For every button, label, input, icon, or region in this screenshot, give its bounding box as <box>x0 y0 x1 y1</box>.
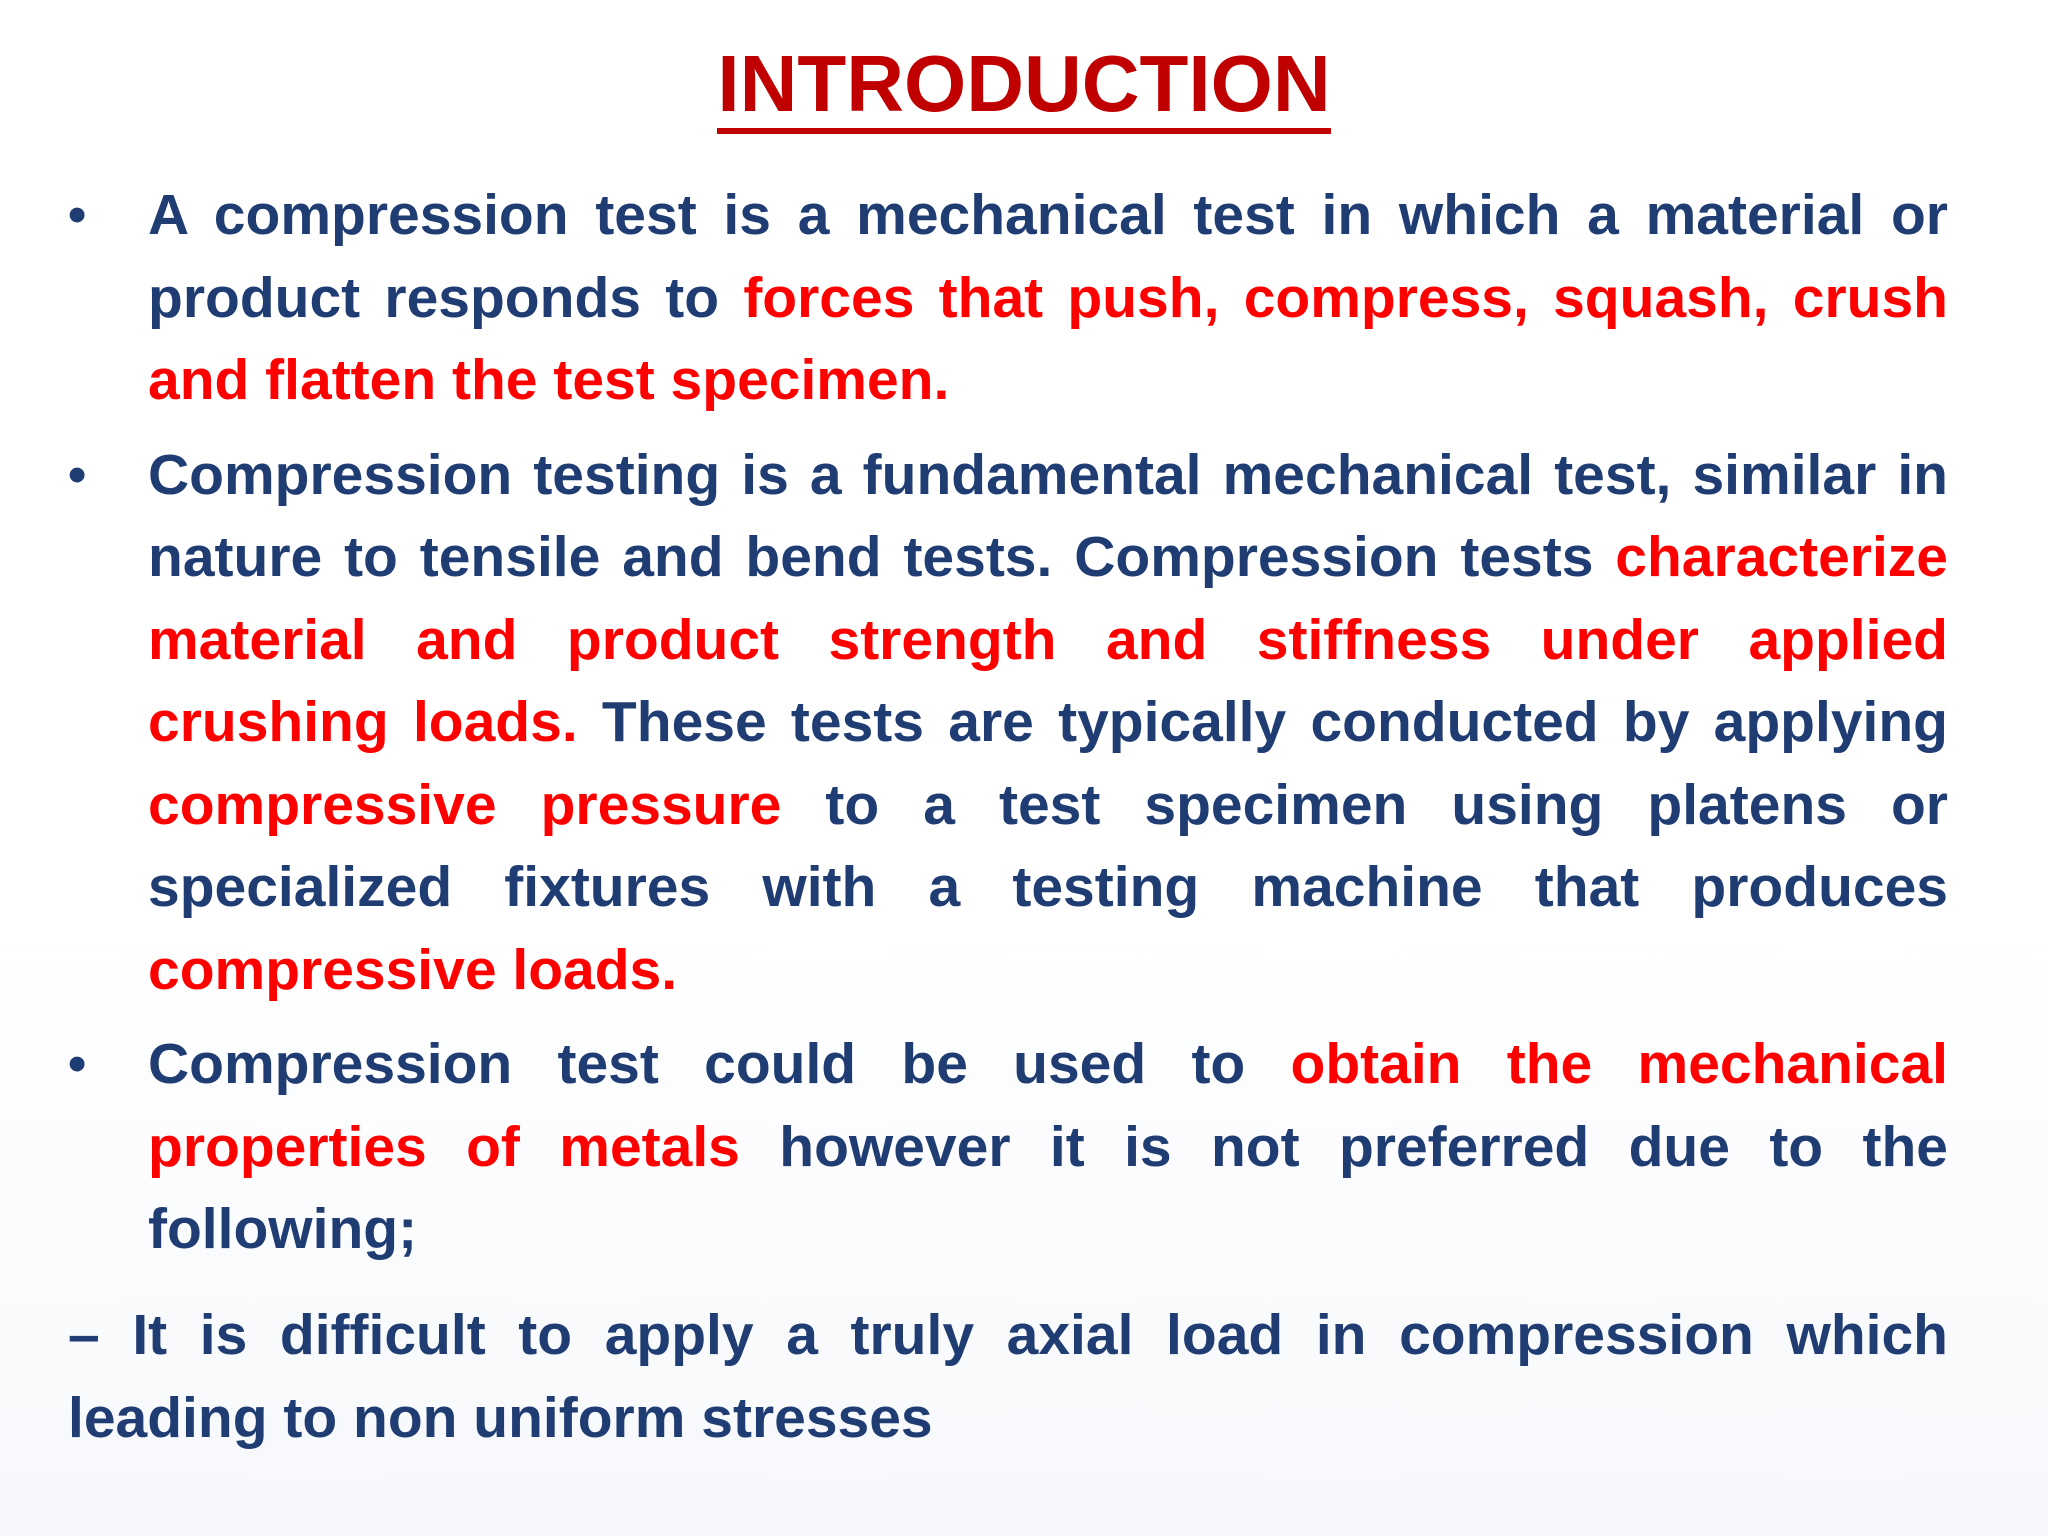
bullet-dot: • <box>68 1035 87 1093</box>
bullet-highlight-segment: obtain the mechanical properties of metals <box>148 1032 1949 1179</box>
bullet-highlight-segment: forces that push, compress, squash, crush and flatten the test specimen. <box>148 265 1948 412</box>
bullet-dot: • <box>68 186 87 244</box>
bullet-text-segment: Compression test could be used to <box>148 1032 1291 1096</box>
bullet-highlight-segment: compressive loads. <box>148 937 678 1002</box>
bullet-text-segment: These tests are typically conducted by applying <box>577 690 1949 754</box>
slide-title-text: INTRODUCTION <box>717 39 1330 134</box>
bullet-highlight-segment: characterize material and product strength and stiffness under applied crushing loads. <box>148 525 1948 754</box>
slide-title <box>0 34 2048 134</box>
bullet-item <box>68 1023 1948 1271</box>
bullet-text-segment: A compression test is a mechanical test in which a material or product responds to <box>148 183 1948 330</box>
bullet-text-segment: however it is not preferred due to the following; <box>148 1114 1948 1261</box>
bullet-highlight-segment: compressive pressure <box>148 772 782 837</box>
bullet-item <box>68 174 1948 422</box>
sub-item-text: – It is difficult to apply a truly axial load in compression which leading to non uniform stresses <box>68 1303 1948 1450</box>
bullet-list <box>68 174 1948 1283</box>
bullet-item <box>68 434 1948 1012</box>
bullet-text-segment: to a test specimen using platens or specialized fixtures with a testing machine that produces <box>148 772 1948 919</box>
bullet-text-segment: Compression testing is a fundamental mechanical test, similar in nature to tensile and bend tests. Compression tests <box>148 442 1948 589</box>
bullet-dot: • <box>68 445 87 504</box>
